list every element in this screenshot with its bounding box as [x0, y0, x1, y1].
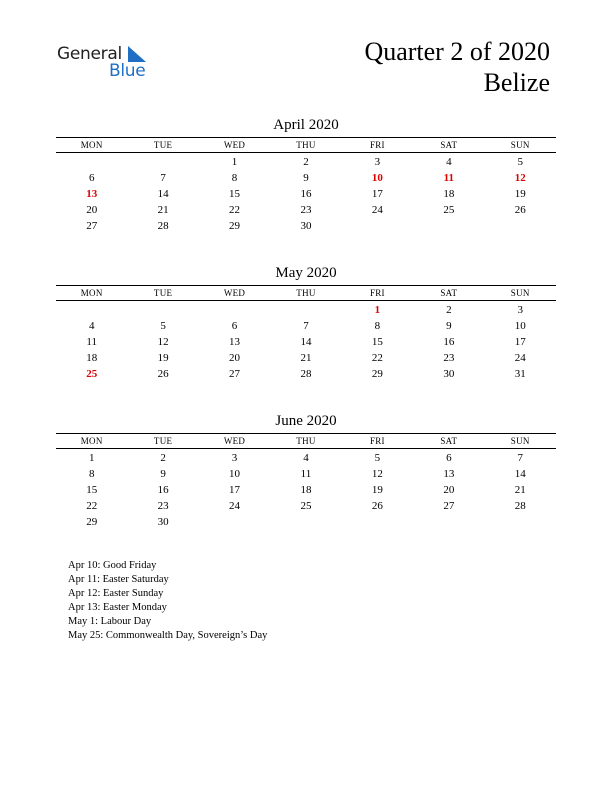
empty-day-cell [485, 514, 556, 530]
logo-word-blue: Blue [109, 61, 146, 81]
day-cell: 20 [443, 484, 455, 496]
holiday-note: Apr 12: Easter Sunday [68, 588, 164, 599]
day-cell: 27 [229, 368, 241, 380]
logo-triangle-icon [128, 46, 146, 62]
day-cell: 27 [443, 500, 455, 512]
month-title: May 2020 [275, 265, 337, 281]
day-cell: 20 [86, 204, 98, 216]
day-cell: 15 [371, 336, 383, 348]
weekday-label: SAT [440, 288, 458, 298]
day-cell: 9 [160, 468, 166, 480]
day-cell: 3 [231, 452, 238, 464]
day-cell: 10 [514, 320, 526, 332]
day-cell: 1 [231, 156, 238, 168]
day-cell: 19 [371, 484, 383, 496]
weekday-label: FRI [369, 140, 385, 150]
day-cell: 28 [514, 500, 526, 512]
day-cell: 22 [86, 500, 98, 512]
day-cell: 19 [514, 188, 526, 200]
weekday-label: SUN [510, 288, 530, 298]
holiday-day-cell: 12 [514, 172, 526, 184]
day-cell: 30 [443, 368, 455, 380]
day-cell: 16 [443, 336, 455, 348]
week-row [56, 498, 556, 514]
day-cell: 16 [300, 188, 312, 200]
day-cell: 16 [157, 484, 169, 496]
weekday-label: SAT [440, 140, 458, 150]
day-cell: 10 [229, 468, 241, 480]
day-cell: 3 [517, 304, 523, 316]
weekday-label: SAT [440, 436, 458, 446]
weekday-header [56, 285, 556, 301]
day-cell: 2 [446, 304, 452, 316]
day-cell: 24 [229, 500, 241, 512]
empty-day-cell [413, 218, 484, 234]
empty-day-cell [127, 154, 198, 170]
day-cell: 26 [157, 368, 169, 380]
day-cell: 2 [160, 452, 166, 464]
weekday-label: FRI [369, 288, 385, 298]
week-row [56, 202, 556, 218]
logo-word-general: General [57, 44, 122, 64]
weekday-label: TUE [153, 140, 173, 150]
holiday-day-cell: 1 [374, 304, 381, 316]
weekday-label: THU [296, 288, 316, 298]
empty-day-cell [56, 302, 127, 318]
holiday-day-cell: 10 [371, 172, 383, 184]
day-cell: 27 [86, 220, 98, 232]
week-row [56, 186, 556, 202]
holiday-note: Apr 13: Easter Monday [68, 602, 167, 613]
day-cell: 4 [88, 320, 95, 332]
week-row [56, 302, 556, 318]
day-cell: 22 [229, 204, 241, 216]
empty-day-cell [342, 514, 413, 530]
day-cell: 11 [300, 468, 312, 480]
day-cell: 5 [374, 452, 381, 464]
month-june [56, 412, 556, 530]
week-row [56, 218, 556, 234]
country-title: Belize [483, 68, 550, 97]
week-row [56, 466, 556, 482]
day-cell: 25 [443, 204, 455, 216]
day-cell: 18 [86, 352, 98, 364]
weekday-label: MON [80, 288, 103, 298]
holiday-note: Apr 11: Easter Saturday [68, 574, 169, 585]
weekday-label: TUE [153, 436, 173, 446]
day-cell: 4 [303, 452, 309, 464]
day-cell: 22 [371, 352, 383, 364]
day-cell: 7 [160, 172, 166, 184]
week-rows [56, 153, 556, 234]
empty-day-cell [199, 514, 270, 530]
day-cell: 5 [160, 320, 166, 332]
empty-day-cell [413, 514, 484, 530]
holiday-note: May 25: Commonwealth Day, Sovereign’s Day [68, 630, 268, 641]
quarter-title: Quarter 2 of 2020 [364, 37, 550, 66]
day-cell: 11 [86, 336, 97, 348]
day-cell: 30 [300, 220, 312, 232]
weekday-label: MON [80, 140, 103, 150]
weekday-header [56, 137, 556, 153]
day-cell: 30 [157, 516, 169, 528]
day-cell: 7 [517, 452, 523, 464]
weekday-label: MON [80, 436, 103, 446]
week-row [56, 334, 556, 350]
day-cell: 12 [371, 468, 383, 480]
week-row [56, 450, 556, 466]
day-cell: 29 [86, 516, 98, 528]
day-cell: 26 [371, 500, 383, 512]
weekday-label: THU [296, 436, 316, 446]
weekday-label: FRI [369, 436, 385, 446]
day-cell: 15 [86, 484, 98, 496]
day-cell: 6 [231, 320, 238, 332]
day-cell: 3 [374, 156, 381, 168]
day-cell: 23 [157, 500, 169, 512]
weekday-label: SUN [510, 436, 530, 446]
holiday-day-cell: 25 [86, 368, 98, 380]
day-cell: 26 [514, 204, 526, 216]
day-cell: 17 [229, 484, 241, 496]
holiday-note: Apr 10: Good Friday [68, 560, 157, 571]
day-cell: 25 [300, 500, 312, 512]
empty-day-cell [485, 218, 556, 234]
week-row [56, 154, 556, 170]
month-title: June 2020 [275, 413, 337, 429]
week-row [56, 170, 556, 186]
day-cell: 23 [443, 352, 455, 364]
day-cell: 8 [88, 468, 95, 480]
day-cell: 28 [300, 368, 312, 380]
week-row [56, 514, 556, 530]
day-cell: 4 [446, 156, 452, 168]
day-cell: 14 [157, 188, 169, 200]
day-cell: 5 [517, 156, 523, 168]
weekday-label: WED [223, 436, 246, 446]
day-cell: 6 [446, 452, 452, 464]
day-cell: 29 [229, 220, 241, 232]
day-cell: 24 [371, 204, 383, 216]
empty-day-cell [199, 302, 270, 318]
day-cell: 13 [229, 336, 241, 348]
day-cell: 21 [300, 352, 312, 364]
holiday-day-cell: 11 [443, 172, 455, 184]
empty-day-cell [127, 302, 198, 318]
day-cell: 9 [303, 172, 309, 184]
holiday-day-cell: 13 [86, 188, 98, 200]
day-cell: 20 [229, 352, 241, 364]
day-cell: 8 [231, 172, 238, 184]
day-cell: 9 [446, 320, 452, 332]
week-row [56, 366, 556, 382]
day-cell: 7 [303, 320, 309, 332]
day-cell: 18 [300, 484, 312, 496]
week-rows [56, 301, 556, 382]
day-cell: 17 [371, 188, 383, 200]
empty-day-cell [342, 218, 413, 234]
day-cell: 13 [443, 468, 455, 480]
day-cell: 15 [229, 188, 241, 200]
day-cell: 28 [157, 220, 169, 232]
day-cell: 6 [88, 172, 95, 184]
empty-day-cell [270, 302, 341, 318]
holiday-notes [68, 559, 267, 643]
weekday-label: WED [223, 288, 246, 298]
day-cell: 23 [300, 204, 312, 216]
month-may [56, 264, 556, 382]
empty-day-cell [56, 154, 127, 170]
week-rows [56, 449, 556, 530]
week-row [56, 318, 556, 334]
month-title: April 2020 [273, 117, 339, 133]
holiday-note: May 1: Labour Day [68, 616, 152, 627]
day-cell: 29 [371, 368, 383, 380]
day-cell: 17 [514, 336, 526, 348]
week-row [56, 482, 556, 498]
day-cell: 14 [514, 468, 526, 480]
day-cell: 21 [514, 484, 526, 496]
weekday-label: WED [223, 140, 246, 150]
month-april [56, 116, 556, 234]
day-cell: 12 [157, 336, 169, 348]
day-cell: 14 [300, 336, 312, 348]
empty-day-cell [270, 514, 341, 530]
day-cell: 19 [157, 352, 169, 364]
page-title [364, 36, 550, 98]
day-cell: 31 [514, 368, 526, 380]
day-cell: 24 [514, 352, 526, 364]
weekday-label: THU [296, 140, 316, 150]
day-cell: 21 [157, 204, 169, 216]
weekday-header [56, 433, 556, 449]
day-cell: 2 [303, 156, 309, 168]
week-row [56, 350, 556, 366]
day-cell: 18 [443, 188, 455, 200]
generalblue-logo [57, 42, 167, 82]
weekday-label: SUN [510, 140, 530, 150]
day-cell: 8 [374, 320, 381, 332]
weekday-label: TUE [153, 288, 173, 298]
day-cell: 1 [88, 452, 95, 464]
